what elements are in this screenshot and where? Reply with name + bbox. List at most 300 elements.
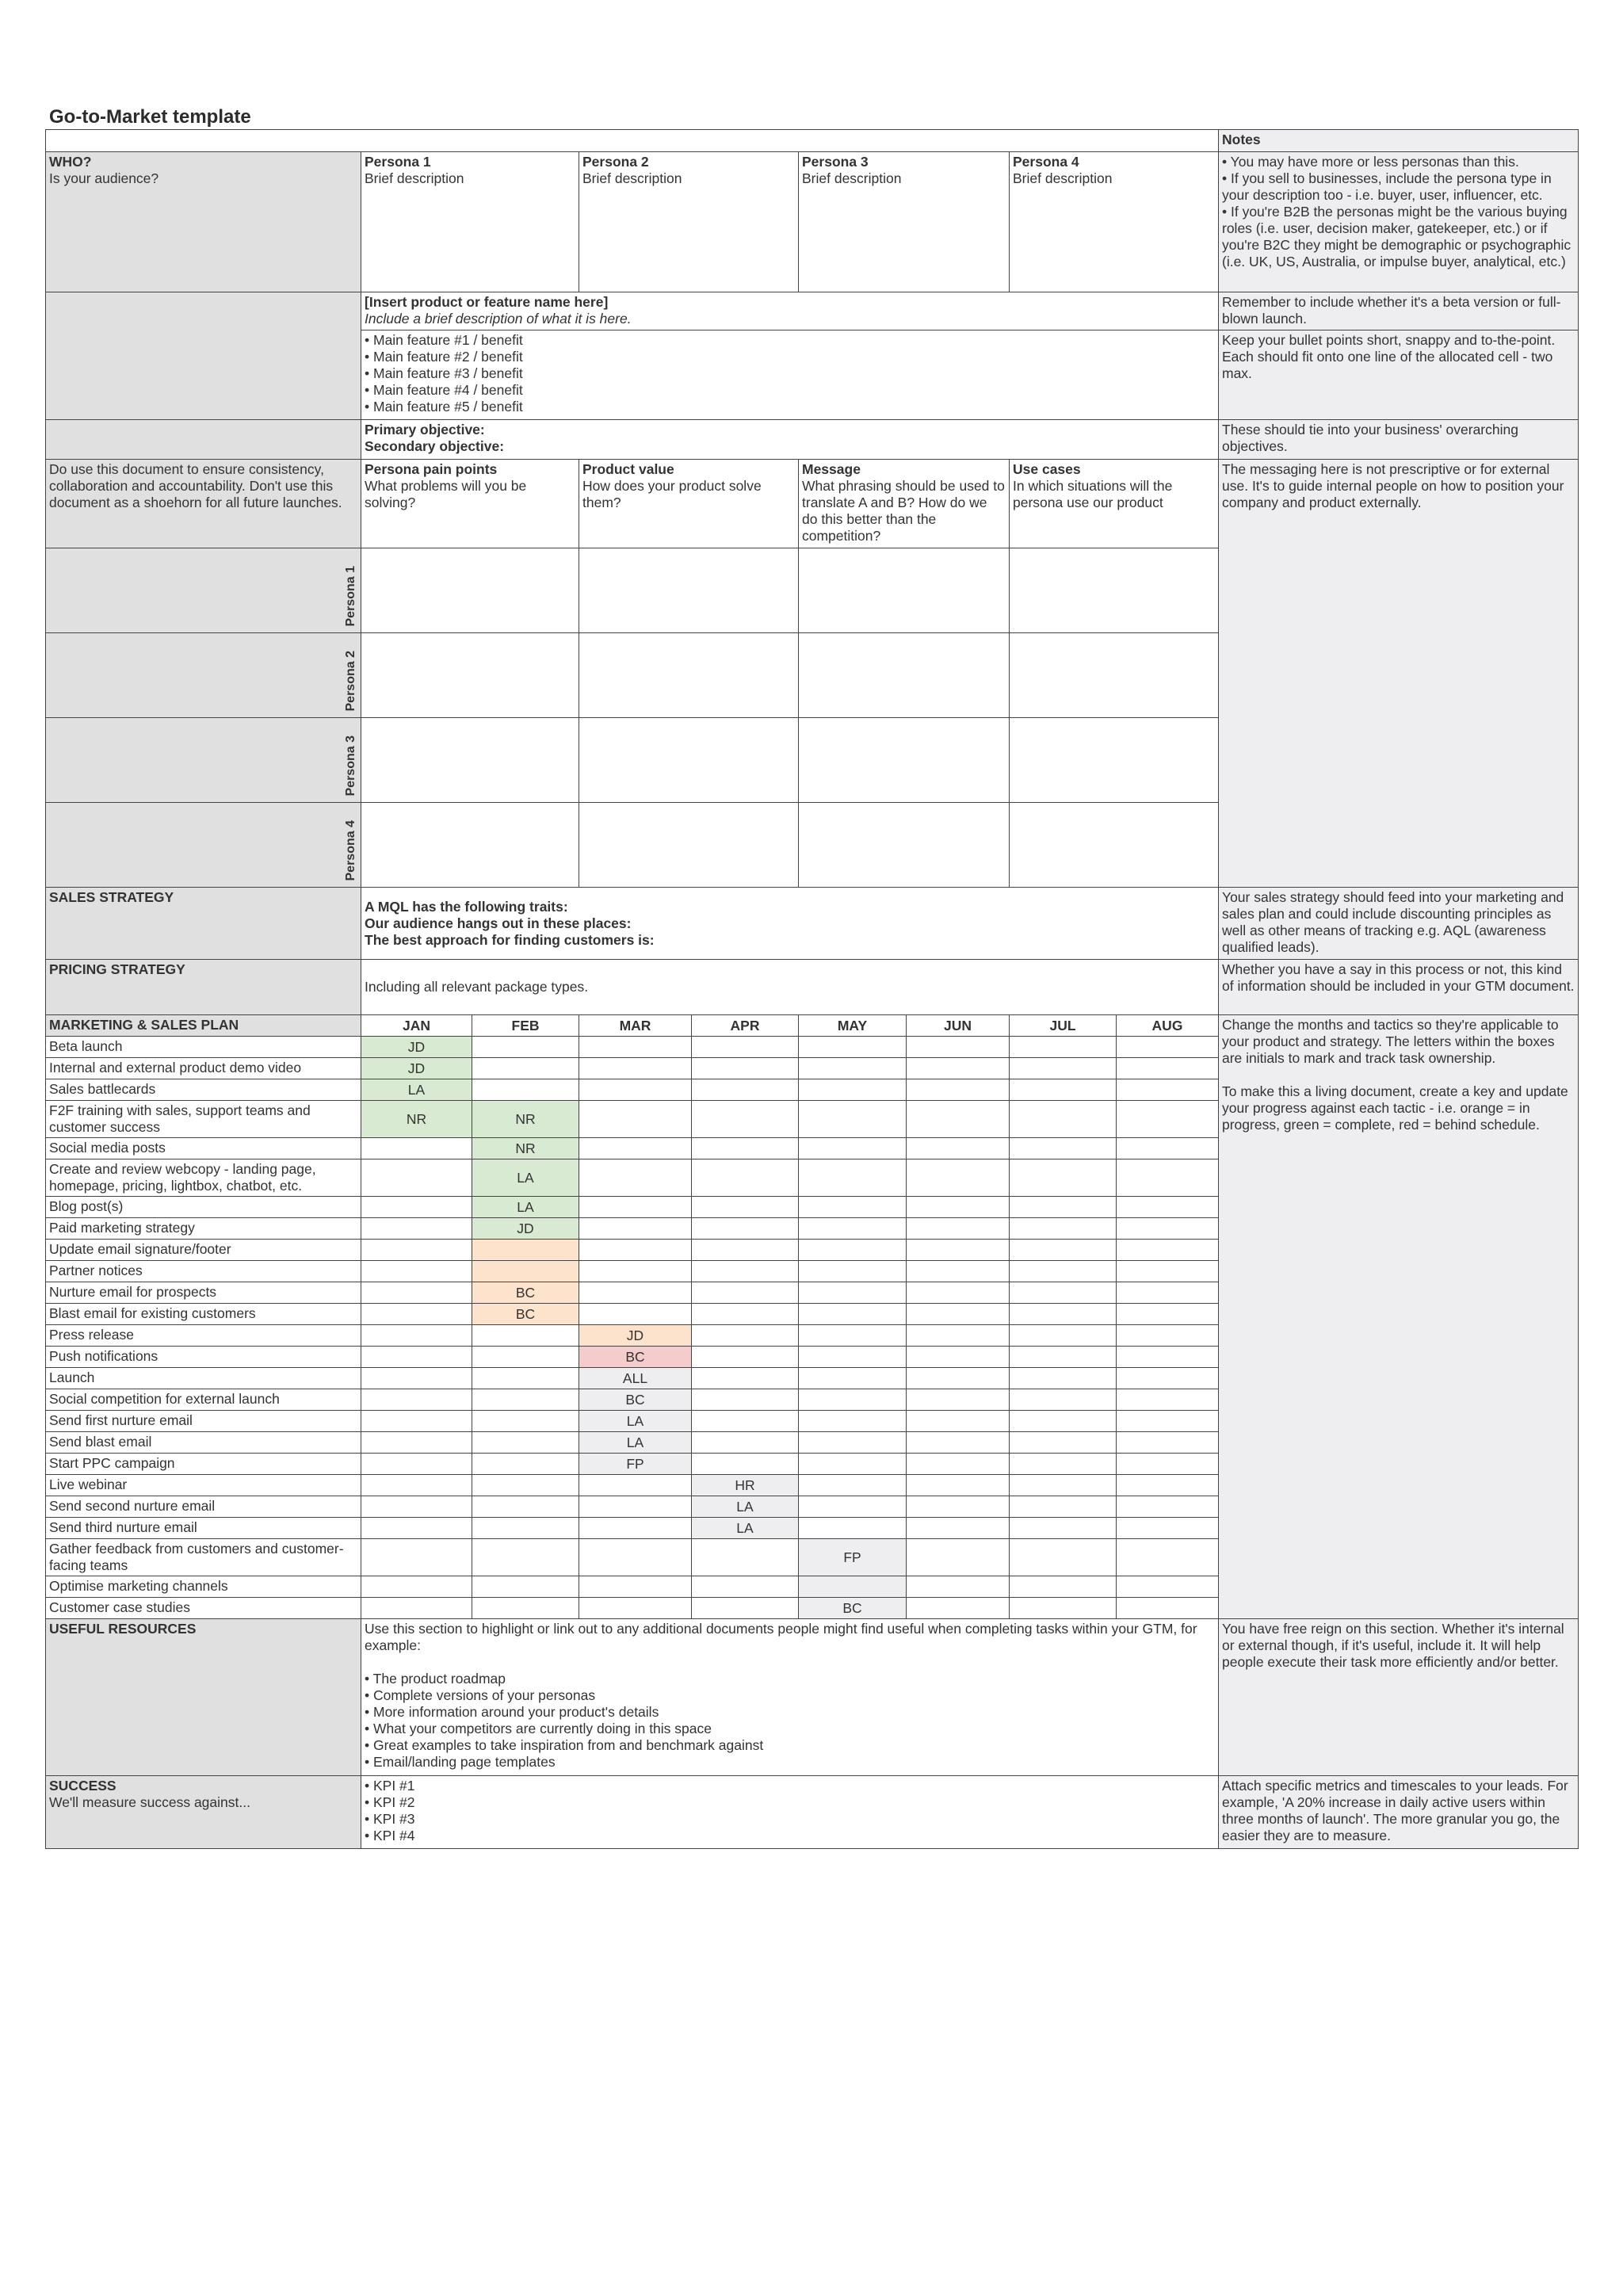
column-desc: What phrasing should be used to translate A and B? How do we do this better than the competition?	[802, 478, 1005, 544]
plan-cell[interactable]	[1117, 1368, 1219, 1389]
plan-cell[interactable]	[1010, 1411, 1117, 1432]
plan-cell[interactable]	[579, 1282, 692, 1304]
persona-row-label	[46, 718, 361, 803]
plan-cell[interactable]	[579, 1159, 692, 1197]
plan-cell[interactable]	[1117, 1079, 1219, 1101]
plan-cell[interactable]	[1010, 1496, 1117, 1518]
plan-cell[interactable]	[472, 1079, 579, 1101]
plan-cell[interactable]: LA	[579, 1411, 692, 1432]
plan-cell[interactable]: LA	[692, 1518, 799, 1539]
plan-cell[interactable]: BC	[799, 1598, 907, 1619]
kpi-item: • KPI #1	[365, 1778, 415, 1794]
plan-cell[interactable]: JD	[579, 1325, 692, 1347]
column-title: Persona pain points	[365, 461, 498, 477]
message-cell[interactable]	[579, 633, 799, 718]
plan-cell[interactable]: NR	[472, 1101, 579, 1138]
plan-cell[interactable]	[799, 1518, 907, 1539]
plan-cell[interactable]	[1117, 1058, 1219, 1079]
plan-cell[interactable]	[361, 1304, 472, 1325]
plan-cell[interactable]	[799, 1240, 907, 1261]
plan-cell[interactable]	[361, 1518, 472, 1539]
persona-2-cell	[579, 152, 799, 292]
column-desc: How does your product solve them?	[582, 478, 762, 510]
plan-cell[interactable]	[692, 1304, 799, 1325]
plan-cell[interactable]	[907, 1101, 1010, 1138]
persona-4-label: Persona 4	[344, 819, 357, 881]
pricing-label: PRICING STRATEGY	[46, 960, 361, 1015]
plan-cell[interactable]	[692, 1454, 799, 1475]
pricing-cell: Including all relevant package types.	[361, 960, 1219, 1015]
resource-item: • What your competitors are currently doing in this space	[365, 1721, 712, 1736]
month-header: FEB	[472, 1015, 579, 1037]
plan-cell[interactable]	[579, 1598, 692, 1619]
plan-cell[interactable]	[472, 1598, 579, 1619]
persona-row-label	[46, 548, 361, 633]
plan-cell[interactable]	[799, 1079, 907, 1101]
plan-cell[interactable]	[1117, 1389, 1219, 1411]
plan-cell[interactable]: JD	[361, 1058, 472, 1079]
plan-cell[interactable]	[907, 1218, 1010, 1240]
gtm-table	[45, 129, 1579, 1849]
plan-cell[interactable]	[1010, 1347, 1117, 1368]
message-cell[interactable]	[579, 548, 799, 633]
objectives-label-cell	[46, 420, 361, 460]
note-line: • If you're B2B the personas might be the various buying roles (i.e. user, decision maker, gatekeeper, etc.) or if you're B2C they might be demographic or psychographic (i.e. UK, US, Australia, or impulse buyer, analytical, etc.)	[1222, 204, 1571, 269]
plan-cell[interactable]	[472, 1261, 579, 1282]
sales-line: Our audience hangs out in these places:	[365, 915, 632, 931]
plan-cell[interactable]	[1117, 1240, 1219, 1261]
plan-cell[interactable]	[907, 1496, 1010, 1518]
plan-cell[interactable]	[579, 1539, 692, 1576]
notes-header: Notes	[1219, 130, 1579, 152]
plan-cell[interactable]	[799, 1454, 907, 1475]
plan-cell[interactable]	[579, 1138, 692, 1159]
kpi-item: • KPI #4	[365, 1828, 415, 1843]
plan-cell[interactable]	[579, 1576, 692, 1598]
plan-cell[interactable]	[579, 1037, 692, 1058]
plan-cell[interactable]	[1117, 1261, 1219, 1282]
message-cell[interactable]	[579, 718, 799, 803]
month-header: AUG	[1117, 1015, 1219, 1037]
plan-task: Paid marketing strategy	[46, 1218, 361, 1240]
persona-4-cell	[1010, 152, 1219, 292]
plan-cell[interactable]	[907, 1240, 1010, 1261]
plan-cell[interactable]	[579, 1304, 692, 1325]
plan-cell[interactable]	[579, 1101, 692, 1138]
month-header: JAN	[361, 1015, 472, 1037]
plan-cell[interactable]	[1117, 1475, 1219, 1496]
plan-cell[interactable]	[799, 1496, 907, 1518]
plan-cell[interactable]	[361, 1576, 472, 1598]
plan-cell[interactable]	[1010, 1304, 1117, 1325]
plan-cell[interactable]	[1010, 1240, 1117, 1261]
plan-cell[interactable]	[692, 1159, 799, 1197]
plan-cell[interactable]	[579, 1261, 692, 1282]
plan-cell[interactable]	[579, 1475, 692, 1496]
plan-cell[interactable]	[907, 1454, 1010, 1475]
plan-cell[interactable]	[907, 1058, 1010, 1079]
plan-cell[interactable]	[799, 1197, 907, 1218]
plan-cell[interactable]	[1117, 1496, 1219, 1518]
plan-cell[interactable]: FP	[799, 1539, 907, 1576]
plan-cell[interactable]	[1117, 1197, 1219, 1218]
plan-cell[interactable]	[1117, 1138, 1219, 1159]
plan-cell[interactable]	[1010, 1058, 1117, 1079]
plan-cell[interactable]	[1010, 1576, 1117, 1598]
plan-cell[interactable]	[799, 1282, 907, 1304]
plan-cell[interactable]	[692, 1411, 799, 1432]
header-blank	[46, 130, 1219, 152]
plan-cell[interactable]: BC	[579, 1347, 692, 1368]
success-sub: We'll measure success against...	[49, 1794, 250, 1810]
plan-cell[interactable]	[907, 1475, 1010, 1496]
plan-cell[interactable]	[361, 1240, 472, 1261]
product-name: [Insert product or feature name here]	[365, 294, 609, 310]
plan-cell[interactable]: JD	[472, 1218, 579, 1240]
plan-cell[interactable]	[692, 1389, 799, 1411]
plan-cell[interactable]	[799, 1101, 907, 1138]
primary-objective: Primary objective:	[365, 422, 485, 437]
product-label-cell	[46, 292, 361, 420]
plan-cell[interactable]	[1010, 1138, 1117, 1159]
plan-cell[interactable]	[361, 1598, 472, 1619]
plan-cell[interactable]	[907, 1037, 1010, 1058]
message-cell[interactable]	[799, 633, 1010, 718]
plan-cell[interactable]	[1117, 1539, 1219, 1576]
column-desc: What problems will you be solving?	[365, 478, 527, 510]
plan-task: Send third nurture email	[46, 1518, 361, 1539]
persona-desc: Brief description	[582, 170, 682, 186]
plan-note	[1219, 1015, 1579, 1619]
plan-cell[interactable]	[1010, 1218, 1117, 1240]
month-header: APR	[692, 1015, 799, 1037]
plan-cell[interactable]	[1117, 1159, 1219, 1197]
plan-cell[interactable]	[1010, 1539, 1117, 1576]
plan-cell[interactable]	[361, 1389, 472, 1411]
persona-1-cell	[361, 152, 579, 292]
plan-label: MARKETING & SALES PLAN	[46, 1015, 361, 1037]
plan-cell[interactable]: BC	[472, 1304, 579, 1325]
plan-cell[interactable]	[472, 1325, 579, 1347]
plan-cell[interactable]	[579, 1079, 692, 1101]
plan-cell[interactable]	[361, 1454, 472, 1475]
plan-cell[interactable]: BC	[579, 1389, 692, 1411]
plan-cell[interactable]	[799, 1159, 907, 1197]
plan-cell[interactable]	[1117, 1454, 1219, 1475]
message-cell[interactable]	[799, 548, 1010, 633]
plan-cell[interactable]	[907, 1138, 1010, 1159]
message-cell[interactable]	[799, 718, 1010, 803]
plan-cell[interactable]	[1010, 1261, 1117, 1282]
feature-item: • Main feature #5 / benefit	[365, 399, 523, 415]
persona-2-label: Persona 2	[344, 650, 357, 711]
plan-cell[interactable]	[472, 1240, 579, 1261]
plan-cell[interactable]	[692, 1101, 799, 1138]
plan-cell[interactable]	[361, 1368, 472, 1389]
column-desc: In which situations will the persona use our product	[1013, 478, 1173, 510]
plan-cell[interactable]: LA	[579, 1432, 692, 1454]
plan-cell[interactable]	[579, 1218, 692, 1240]
plan-cell[interactable]	[1117, 1037, 1219, 1058]
plan-cell[interactable]	[1010, 1598, 1117, 1619]
plan-cell[interactable]: NR	[472, 1138, 579, 1159]
plan-cell[interactable]	[692, 1325, 799, 1347]
resource-item: • Complete versions of your personas	[365, 1687, 596, 1703]
month-header: JUN	[907, 1015, 1010, 1037]
message-cell[interactable]	[1010, 803, 1219, 888]
plan-cell[interactable]	[692, 1240, 799, 1261]
plan-cell[interactable]	[799, 1389, 907, 1411]
plan-cell[interactable]	[907, 1411, 1010, 1432]
plan-cell[interactable]	[692, 1218, 799, 1240]
plan-cell[interactable]	[692, 1079, 799, 1101]
message-cell[interactable]	[361, 548, 579, 633]
plan-cell[interactable]	[907, 1347, 1010, 1368]
plan-cell[interactable]	[1010, 1037, 1117, 1058]
plan-cell[interactable]	[361, 1197, 472, 1218]
plan-cell[interactable]	[1010, 1197, 1117, 1218]
month-header: MAR	[579, 1015, 692, 1037]
plan-cell[interactable]	[799, 1138, 907, 1159]
plan-cell[interactable]	[472, 1454, 579, 1475]
plan-cell[interactable]: LA	[692, 1496, 799, 1518]
plan-cell[interactable]	[907, 1576, 1010, 1598]
plan-cell[interactable]	[799, 1304, 907, 1325]
kpi-item: • KPI #3	[365, 1811, 415, 1827]
plan-cell[interactable]	[907, 1389, 1010, 1411]
plan-cell[interactable]	[799, 1576, 907, 1598]
secondary-objective: Secondary objective:	[365, 438, 505, 454]
plan-cell[interactable]	[907, 1598, 1010, 1619]
plan-cell[interactable]: JD	[361, 1037, 472, 1058]
plan-task: Gather feedback from customers and customer-facing teams	[46, 1539, 361, 1576]
note-line: • If you sell to businesses, include the persona type in your description too - i.e. buyer, user, influencer, etc.	[1222, 170, 1552, 203]
plan-cell[interactable]	[361, 1261, 472, 1282]
plan-cell[interactable]	[579, 1058, 692, 1079]
plan-cell[interactable]	[361, 1138, 472, 1159]
plan-cell[interactable]	[579, 1240, 692, 1261]
plan-cell[interactable]	[799, 1411, 907, 1432]
plan-cell[interactable]	[361, 1496, 472, 1518]
plan-cell[interactable]	[472, 1576, 579, 1598]
plan-cell[interactable]	[1117, 1576, 1219, 1598]
plan-cell[interactable]	[472, 1496, 579, 1518]
plan-cell[interactable]: BC	[472, 1282, 579, 1304]
plan-cell[interactable]: ALL	[579, 1368, 692, 1389]
plan-cell[interactable]	[1117, 1325, 1219, 1347]
message-cell[interactable]	[361, 803, 579, 888]
message-cell[interactable]	[1010, 718, 1219, 803]
plan-cell[interactable]	[907, 1079, 1010, 1101]
plan-cell[interactable]	[799, 1347, 907, 1368]
objectives-note: These should tie into your business' overarching objectives.	[1219, 420, 1579, 460]
col-pain-points	[361, 460, 579, 548]
plan-task: Social media posts	[46, 1138, 361, 1159]
plan-cell[interactable]	[579, 1518, 692, 1539]
plan-cell[interactable]	[1010, 1368, 1117, 1389]
plan-cell[interactable]	[579, 1496, 692, 1518]
plan-cell[interactable]	[472, 1539, 579, 1576]
kpi-cell	[361, 1776, 1219, 1849]
plan-cell[interactable]	[799, 1325, 907, 1347]
resource-item: • More information around your product's details	[365, 1704, 659, 1720]
plan-cell[interactable]	[907, 1539, 1010, 1576]
plan-cell[interactable]	[1117, 1347, 1219, 1368]
sales-note: Your sales strategy should feed into your marketing and sales plan and could include discounting principles as well as other means of tracking e.g. AQL (awareness qualified leads).	[1219, 888, 1579, 960]
plan-cell[interactable]	[692, 1037, 799, 1058]
who-notes	[1219, 152, 1579, 292]
plan-cell[interactable]: LA	[361, 1079, 472, 1101]
success-cell	[46, 1776, 361, 1849]
plan-cell[interactable]	[1010, 1101, 1117, 1138]
plan-cell[interactable]	[907, 1325, 1010, 1347]
plan-cell[interactable]	[361, 1325, 472, 1347]
resources-cell	[361, 1619, 1219, 1776]
plan-cell[interactable]	[692, 1261, 799, 1282]
objectives-cell	[361, 420, 1219, 460]
plan-cell[interactable]	[692, 1197, 799, 1218]
plan-cell[interactable]	[907, 1197, 1010, 1218]
plan-cell[interactable]	[907, 1304, 1010, 1325]
plan-cell[interactable]	[472, 1368, 579, 1389]
plan-cell[interactable]	[692, 1282, 799, 1304]
plan-cell[interactable]	[1010, 1325, 1117, 1347]
plan-cell[interactable]	[472, 1411, 579, 1432]
plan-task: F2F training with sales, support teams and customer success	[46, 1101, 361, 1138]
sales-cell	[361, 888, 1219, 960]
message-cell[interactable]	[361, 718, 579, 803]
sales-label: SALES STRATEGY	[46, 888, 361, 960]
plan-cell[interactable]	[1010, 1475, 1117, 1496]
plan-cell[interactable]: HR	[692, 1475, 799, 1496]
plan-cell[interactable]	[799, 1475, 907, 1496]
plan-cell[interactable]	[799, 1037, 907, 1058]
column-title: Use cases	[1013, 461, 1081, 477]
plan-cell[interactable]	[1010, 1432, 1117, 1454]
message-cell[interactable]	[579, 803, 799, 888]
plan-cell[interactable]: LA	[472, 1159, 579, 1197]
plan-cell[interactable]	[799, 1058, 907, 1079]
plan-cell[interactable]	[1010, 1454, 1117, 1475]
plan-cell[interactable]	[692, 1432, 799, 1454]
plan-cell[interactable]	[361, 1432, 472, 1454]
plan-cell[interactable]	[907, 1282, 1010, 1304]
success-label: SUCCESS	[49, 1778, 116, 1794]
plan-cell[interactable]: NR	[361, 1101, 472, 1138]
column-title: Product value	[582, 461, 674, 477]
note-line: • You may have more or less personas than this.	[1222, 154, 1519, 170]
plan-cell[interactable]	[472, 1037, 579, 1058]
plan-cell[interactable]	[1010, 1518, 1117, 1539]
plan-cell[interactable]	[472, 1347, 579, 1368]
plan-cell[interactable]	[692, 1368, 799, 1389]
plan-cell[interactable]	[799, 1218, 907, 1240]
plan-cell[interactable]	[907, 1518, 1010, 1539]
col-product-value	[579, 460, 799, 548]
kpi-item: • KPI #2	[365, 1794, 415, 1810]
plan-task: Social competition for external launch	[46, 1389, 361, 1411]
plan-cell[interactable]	[361, 1411, 472, 1432]
plan-cell[interactable]	[907, 1432, 1010, 1454]
plan-cell[interactable]	[799, 1368, 907, 1389]
message-cell[interactable]	[1010, 548, 1219, 633]
plan-cell[interactable]	[472, 1518, 579, 1539]
message-cell[interactable]	[361, 633, 579, 718]
product-note: Remember to include whether it's a beta version or full-blown launch.	[1219, 292, 1579, 330]
plan-cell[interactable]	[1010, 1079, 1117, 1101]
message-cell[interactable]	[799, 803, 1010, 888]
plan-task: Live webinar	[46, 1475, 361, 1496]
plan-cell[interactable]	[472, 1058, 579, 1079]
plan-cell[interactable]	[692, 1138, 799, 1159]
plan-cell[interactable]: FP	[579, 1454, 692, 1475]
plan-cell[interactable]	[361, 1282, 472, 1304]
resources-intro: Use this section to highlight or link out to any additional documents people might find useful when completing tasks within your GTM, for example:	[365, 1621, 1197, 1653]
plan-cell[interactable]	[692, 1576, 799, 1598]
plan-cell[interactable]	[692, 1598, 799, 1619]
persona-desc: Brief description	[802, 170, 902, 186]
plan-cell[interactable]	[907, 1261, 1010, 1282]
plan-cell[interactable]	[799, 1432, 907, 1454]
plan-cell[interactable]	[1117, 1282, 1219, 1304]
plan-cell[interactable]	[1117, 1518, 1219, 1539]
plan-cell[interactable]	[472, 1389, 579, 1411]
plan-cell[interactable]	[692, 1347, 799, 1368]
resource-item: • Email/landing page templates	[365, 1754, 556, 1770]
plan-cell[interactable]	[361, 1218, 472, 1240]
plan-cell[interactable]	[472, 1432, 579, 1454]
plan-cell[interactable]	[692, 1539, 799, 1576]
month-header: JUL	[1010, 1015, 1117, 1037]
plan-cell[interactable]: LA	[472, 1197, 579, 1218]
plan-cell[interactable]	[1117, 1101, 1219, 1138]
resources-label: USEFUL RESOURCES	[46, 1619, 361, 1776]
persona-desc: Brief description	[1013, 170, 1113, 186]
plan-cell[interactable]	[1117, 1304, 1219, 1325]
plan-task: Customer case studies	[46, 1598, 361, 1619]
plan-cell[interactable]	[472, 1475, 579, 1496]
plan-cell[interactable]	[1117, 1432, 1219, 1454]
plan-cell[interactable]	[1117, 1411, 1219, 1432]
plan-task: Create and review webcopy - landing page, homepage, pricing, lightbox, chatbot, etc.	[46, 1159, 361, 1197]
plan-cell[interactable]	[799, 1261, 907, 1282]
plan-task: Send second nurture email	[46, 1496, 361, 1518]
plan-task: Sales battlecards	[46, 1079, 361, 1101]
plan-cell[interactable]	[361, 1159, 472, 1197]
plan-cell[interactable]	[1010, 1159, 1117, 1197]
plan-cell[interactable]	[1010, 1389, 1117, 1411]
plan-cell[interactable]	[907, 1368, 1010, 1389]
plan-cell[interactable]	[361, 1347, 472, 1368]
plan-cell[interactable]	[1117, 1598, 1219, 1619]
plan-cell[interactable]	[1117, 1218, 1219, 1240]
plan-cell[interactable]	[361, 1539, 472, 1576]
page-title: Go-to-Market template	[49, 106, 251, 128]
plan-cell[interactable]	[692, 1058, 799, 1079]
feature-item: • Main feature #1 / benefit	[365, 332, 523, 348]
product-name-cell	[361, 292, 1219, 330]
plan-task: Partner notices	[46, 1261, 361, 1282]
plan-cell[interactable]	[361, 1475, 472, 1496]
message-cell[interactable]	[1010, 633, 1219, 718]
note-line: Change the months and tactics so they're applicable to your product and strategy. The letters within the boxes are initials to mark and track task ownership.	[1222, 1017, 1559, 1066]
resource-item: • Great examples to take inspiration from and benchmark against	[365, 1737, 764, 1753]
plan-cell[interactable]	[907, 1159, 1010, 1197]
messaging-note: The messaging here is not prescriptive or for external use. It's to guide internal people on how to position your company and product externally.	[1219, 460, 1579, 888]
plan-cell[interactable]	[579, 1197, 692, 1218]
plan-cell[interactable]	[1010, 1282, 1117, 1304]
features-note: Keep your bullet points short, snappy and to-the-point. Each should fit onto one line of the allocated cell - two max.	[1219, 330, 1579, 420]
